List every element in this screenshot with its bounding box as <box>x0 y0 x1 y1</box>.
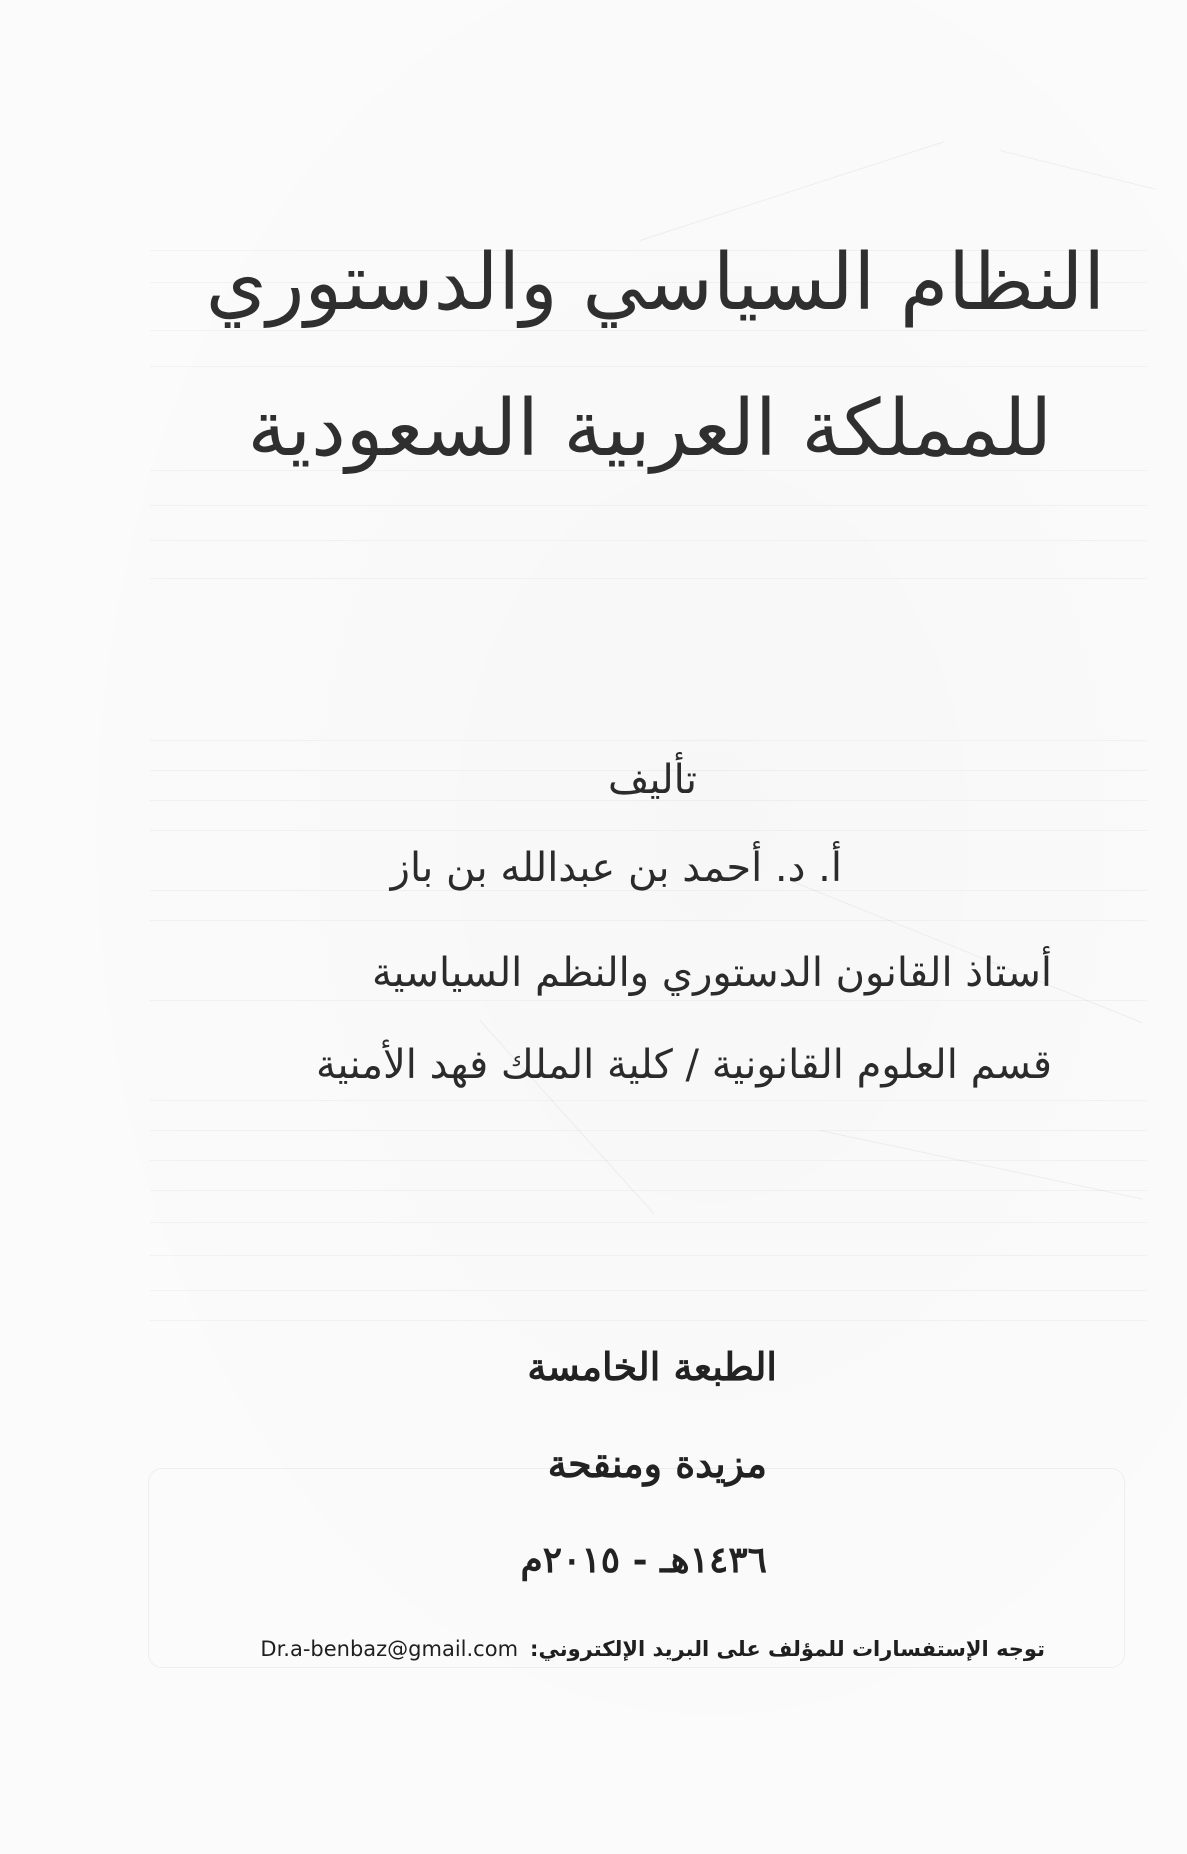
show-through-line <box>150 540 1147 541</box>
show-through-line <box>150 1222 1147 1223</box>
show-through-line <box>150 578 1147 579</box>
publication-date: ١٤٣٦هـ - ٢٠١٥م <box>520 1539 767 1581</box>
show-through-line <box>150 1190 1147 1191</box>
revised-label: مزيدة ومنقحة <box>547 1441 767 1486</box>
author-department: قسم العلوم القانونية / كلية الملك فهد الأمنية <box>315 1042 1052 1088</box>
book-title-line-1: النظام السياسي والدستوري <box>205 238 1105 328</box>
show-through-line <box>150 505 1147 506</box>
author-name: أ. د. أحمد بن عبدالله بن باز <box>390 845 842 891</box>
edition-label: الطبعة الخامسة <box>527 1344 777 1389</box>
author-position: أستاذ القانون الدستوري والنظم السياسية <box>371 950 1052 996</box>
show-through-line <box>150 1100 1147 1101</box>
show-through-line <box>150 366 1147 367</box>
show-through-line <box>150 1130 1147 1131</box>
show-through-line <box>150 740 1147 741</box>
show-through-line <box>150 1000 1147 1001</box>
contact-label: توجه الإستفسارات للمؤلف على البريد الإلكتروني: <box>530 1637 1045 1661</box>
show-through-line <box>150 1160 1147 1161</box>
contact-email[interactable]: Dr.a-benbaz@gmail.com <box>260 1637 519 1661</box>
paper-crease <box>1000 150 1155 190</box>
contact-line <box>150 1634 1045 1664</box>
show-through-line <box>150 1320 1147 1321</box>
paper-crease <box>640 141 945 241</box>
by-label: تأليف <box>608 757 697 803</box>
show-through-line <box>150 1290 1147 1291</box>
show-through-line <box>150 330 1147 331</box>
show-through-line <box>150 830 1147 831</box>
book-title-line-2: للمملكة العربية السعودية <box>247 384 1052 474</box>
show-through-line <box>150 1255 1147 1256</box>
show-through-line <box>150 920 1147 921</box>
